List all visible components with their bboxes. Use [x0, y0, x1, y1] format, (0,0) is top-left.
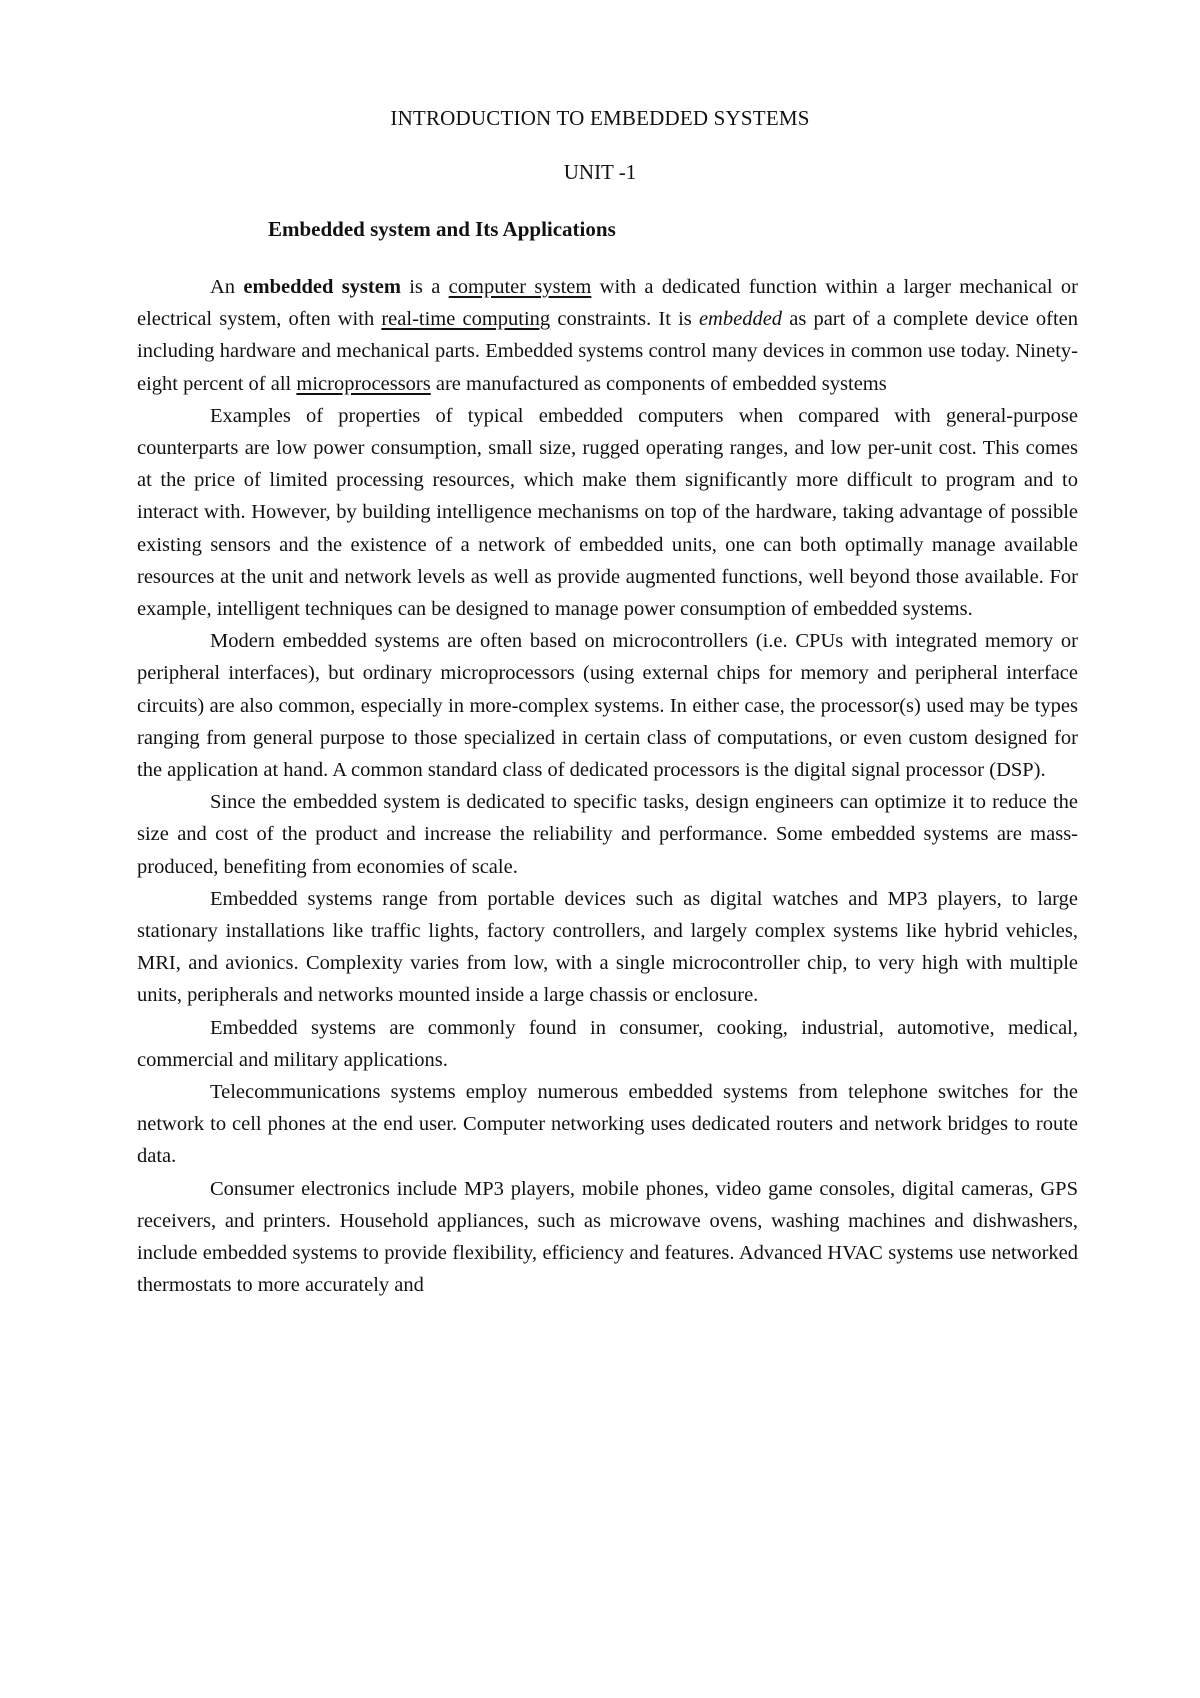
- paragraph-properties: Examples of properties of typical embedded computers when compared with general-purpose counterparts are low power consumption, small size, rugged operating ranges, and low per-unit cost. This comes at the price of limited processing resources, which make them significantly more difficult to program and to interact with. However, by building intelligence mechanisms on top of the hardware, taking advantage of possible existing sensors and the existence of a network of embedded units, one can both optimally manage available resources at the unit and network levels as well as provide augmented functions, well beyond those available. For example, intelligent techniques can be designed to manage power consumption of embedded systems.: [137, 404, 1078, 621]
- document-body: [137, 271, 1078, 1302]
- paragraph-consumer-electronics: Consumer electronics include MP3 players, mobile phones, video game consoles, digital cameras, GPS receivers, and printers. Household appliances, such as microwave ovens, washing machines and dishwashers, include embedded systems to provide flexibility, efficiency and features. Advanced HVAC systems use networked thermostats to more accurately and: [137, 1177, 1078, 1297]
- paragraph-text: as part of a complete device often including hardware and mechanical parts. Embedded systems control many devices in common use today. Ninety-eight percent of all: [137, 308, 1079, 395]
- link-computer-system[interactable]: computer system: [448, 276, 592, 298]
- italic-term: embedded: [698, 308, 783, 331]
- paragraph-text: constraints. It is: [550, 308, 699, 331]
- paragraph-text: are manufactured as components of embedded systems: [430, 372, 887, 395]
- section-heading: Embedded system and Its Applications: [268, 217, 616, 241]
- paragraph-domains: Embedded systems are commonly found in consumer, cooking, industrial, automotive, medical, commercial and military applications.: [137, 1016, 1078, 1071]
- paragraph-text: is a: [400, 276, 449, 298]
- bold-term: embedded system: [243, 276, 401, 298]
- document-title: INTRODUCTION TO EMBEDDED SYSTEMS: [390, 106, 810, 130]
- paragraph-optimization: Since the embedded system is dedicated to specific tasks, design engineers can optimize it to reduce the size and cost of the product and increase the reliability and performance. Some embedded systems are mass-produced, benefiting from economies of scale.: [137, 791, 1078, 878]
- link-microprocessors[interactable]: microprocessors: [296, 372, 431, 395]
- paragraph-telecommunications: Telecommunications systems employ numerous embedded systems from telephone switches for the network to cell phones at the end user. Computer networking uses dedicated routers and network bridges to route data.: [137, 1081, 1078, 1168]
- paragraph-definition: [137, 271, 1078, 400]
- paragraph-microcontrollers: Modern embedded systems are often based on microcontrollers (i.e. CPUs with integrated memory or peripheral interfaces), but ordinary microprocessors (using external chips for memory and peripheral interface circuits) are also common, especially in more-complex systems. In either case, the processor(s) used may be types ranging from general purpose to those specialized in certain class of computations, or even custom designed for the application at hand. A common standard class of dedicated processors is the digital signal processor (DSP).: [137, 630, 1078, 782]
- unit-label: UNIT -1: [563, 160, 637, 184]
- paragraph-text: with a dedicated function within a larger mechanical or electrical system, often with: [137, 276, 1078, 331]
- paragraph-range: Embedded systems range from portable devices such as digital watches and MP3 players, to large stationary installations like traffic lights, factory controllers, and largely complex systems like hybrid vehicles, MRI, and avionics. Complexity varies from low, with a single microcontroller chip, to very high with multiple units, peripherals and networks mounted inside a large chassis or enclosure.: [137, 887, 1078, 1007]
- paragraph-text: An: [210, 276, 244, 298]
- link-real-time-computing[interactable]: real-time computing: [381, 308, 551, 331]
